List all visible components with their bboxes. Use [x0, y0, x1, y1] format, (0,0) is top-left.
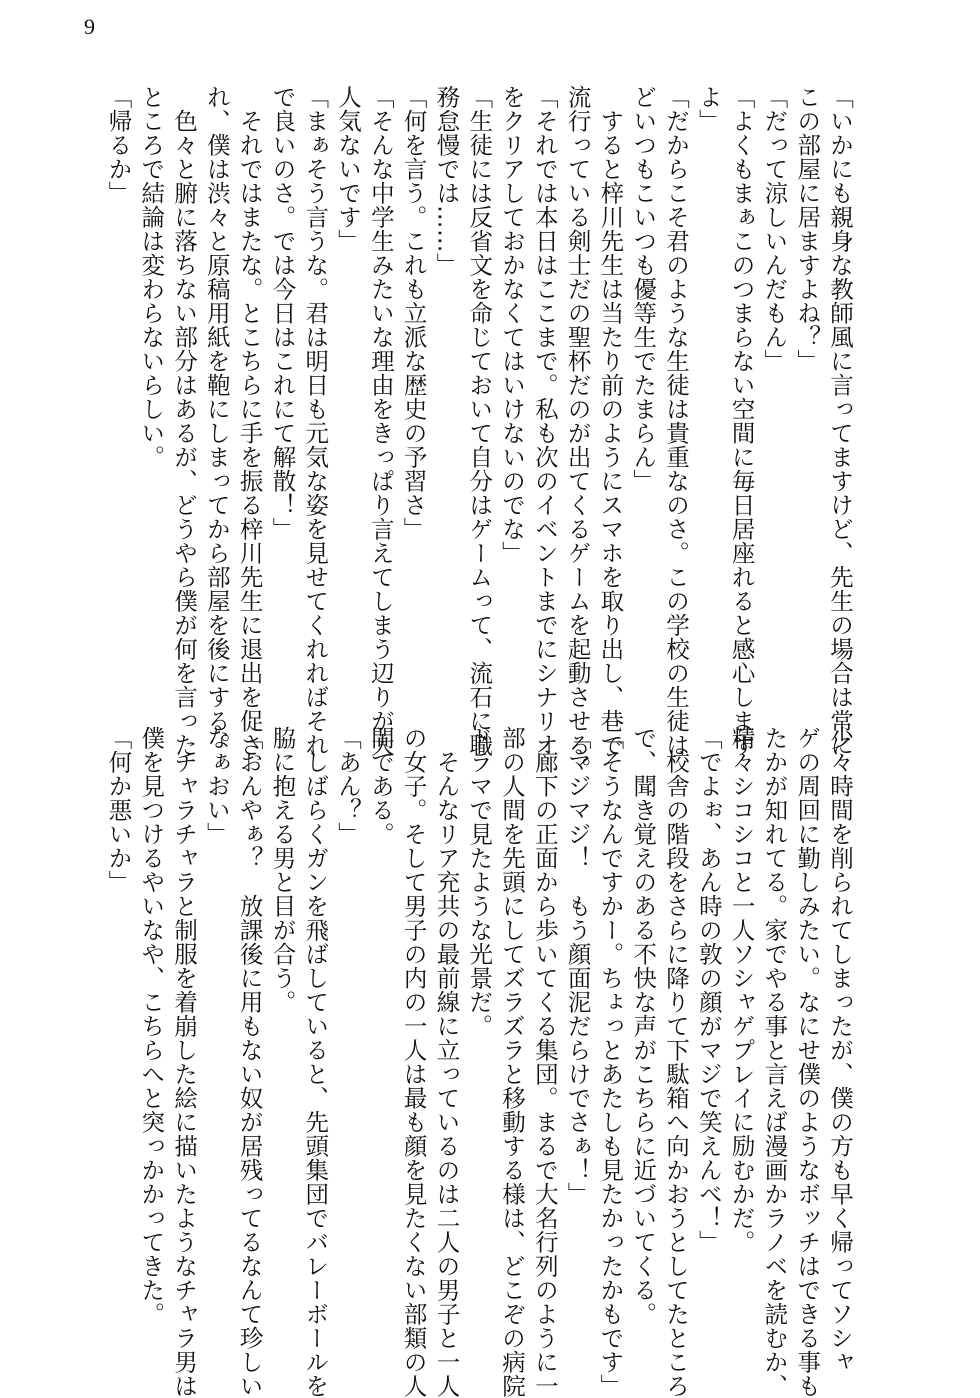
text-line: 部の人間を先頭にしてズラズラと移動する様は、どこぞの病院 — [498, 726, 527, 1398]
text-line: しばらくガンを飛ばしていると、先頭集団でバレーボールを — [301, 726, 330, 1398]
lower-text-column — [104, 726, 856, 1398]
text-line: 「あん？」 — [334, 726, 363, 846]
text-line: 「それでは本日はここまで。私も次のイベントまでにシナリオ — [530, 85, 559, 757]
text-line: 廊下の正面から歩いてくる集団。まるで大名行列のように一 — [530, 726, 559, 1398]
text-line: 「何を言う。これも立派な歴史の予習さ」 — [399, 85, 428, 541]
text-line: 人気ないです」 — [334, 85, 363, 253]
text-line: をクリアしておかなくてはいけないのでな」 — [498, 85, 527, 565]
text-line: 間である。 — [366, 726, 395, 846]
text-line: 「まぁそう言うな。君は明日も元気な姿を見せてくれればそれ — [301, 85, 330, 757]
text-line: 「だって涼しいんだもん」 — [760, 85, 789, 373]
text-line: ドラマで見たような光景だ。 — [465, 726, 494, 1038]
text-line: 色々と腑に落ちない部分はあるが、どうやら僕が何を言った — [170, 85, 199, 757]
text-line: 「そんな中学生みたいな理由をきっぱり言えてしまう辺りが大 — [366, 85, 395, 757]
text-line: よ」 — [694, 85, 723, 133]
text-line: 「よくもまぁこのつまらない空間に毎日居座れると感心します — [727, 85, 756, 757]
text-line: 流行っている剣士だの聖杯だのが出てくるゲームを起動させる。 — [563, 85, 592, 781]
text-line: チャラチャラと制服を着崩した絵に描いたようなチャラ男は — [170, 726, 199, 1398]
text-line: 「生徒には反省文を命じておいて自分はゲームって、流石に職 — [465, 85, 494, 757]
text-line: ゲの周回に勤しみたい。なにせ僕のようなボッチはできる事も — [793, 726, 822, 1398]
text-line: それではまたな。とこちらに手を振る梓川先生に退出を促さ — [235, 85, 264, 757]
text-line: 「だからこそ君のような生徒は貴重なのさ。この学校の生徒は — [662, 85, 691, 757]
text-line: どいつもこいつも優等生でたまらん」 — [629, 85, 658, 493]
text-line: 「いかにも親身な教師風に言ってますけど、先生の場合は常に — [826, 85, 854, 757]
text-line: 「帰るか」 — [104, 85, 133, 205]
text-line: 「マジマジ！ もう顔面泥だらけでさぁ！」 — [563, 726, 592, 1206]
text-line: 務怠慢では……」 — [432, 85, 461, 277]
text-line: ところで結論は変わらないらしい。 — [137, 85, 166, 469]
page-number: 9 — [84, 14, 95, 39]
upper-text-column — [104, 85, 856, 781]
text-line: 精々シコシコと一人ソシャゲプレイに励むかだ。 — [727, 726, 756, 1254]
text-line: 僕を見つけるやいなや、こちらへと突っかかってきた。 — [137, 726, 166, 1326]
text-line: たかが知れてる。家でやる事と言えば漫画かラノベを読むか、 — [760, 726, 789, 1398]
text-line: で、聞き覚えのある不快な声がこちらに近づいてくる。 — [629, 726, 658, 1326]
text-line: 「そうなんですかー。ちょっとあたしも見たかったかもです」 — [596, 726, 625, 1398]
text-line: すると梓川先生は当たり前のようにスマホを取り出し、巷で — [596, 85, 625, 757]
text-line: れ、僕は渋々と原稿用紙を鞄にしまってから部屋を後にする。 — [202, 85, 231, 757]
text-line: 「おんやぁ？ 放課後に用もない奴が居残ってるなんて珍しい — [235, 726, 264, 1398]
text-line: なぁおい」 — [202, 726, 231, 846]
text-line: で良いのさ。では今日はこれにて解散！」 — [268, 85, 297, 541]
text-line: 脇に抱える男と目が合う。 — [268, 726, 297, 1014]
text-line: 「でよぉ、あん時の敦の顔がマジで笑えんべ！」 — [694, 726, 723, 1254]
text-line: の女子。そして男子の内の一人は最も顔を見たくない部類の人 — [399, 726, 428, 1398]
text-line: そんなリア充共の最前線に立っているのは二人の男子と一人 — [432, 726, 461, 1398]
text-line: 「何か悪いか」 — [104, 726, 133, 894]
text-line: 少々時間を削られてしまったが、僕の方も早く帰ってソシャ — [826, 726, 854, 1374]
text-line: この部屋に居ますよね？」 — [793, 85, 822, 373]
text-line: 校舎の階段をさらに降りて下駄箱へ向かおうとしてたところ — [662, 726, 691, 1398]
